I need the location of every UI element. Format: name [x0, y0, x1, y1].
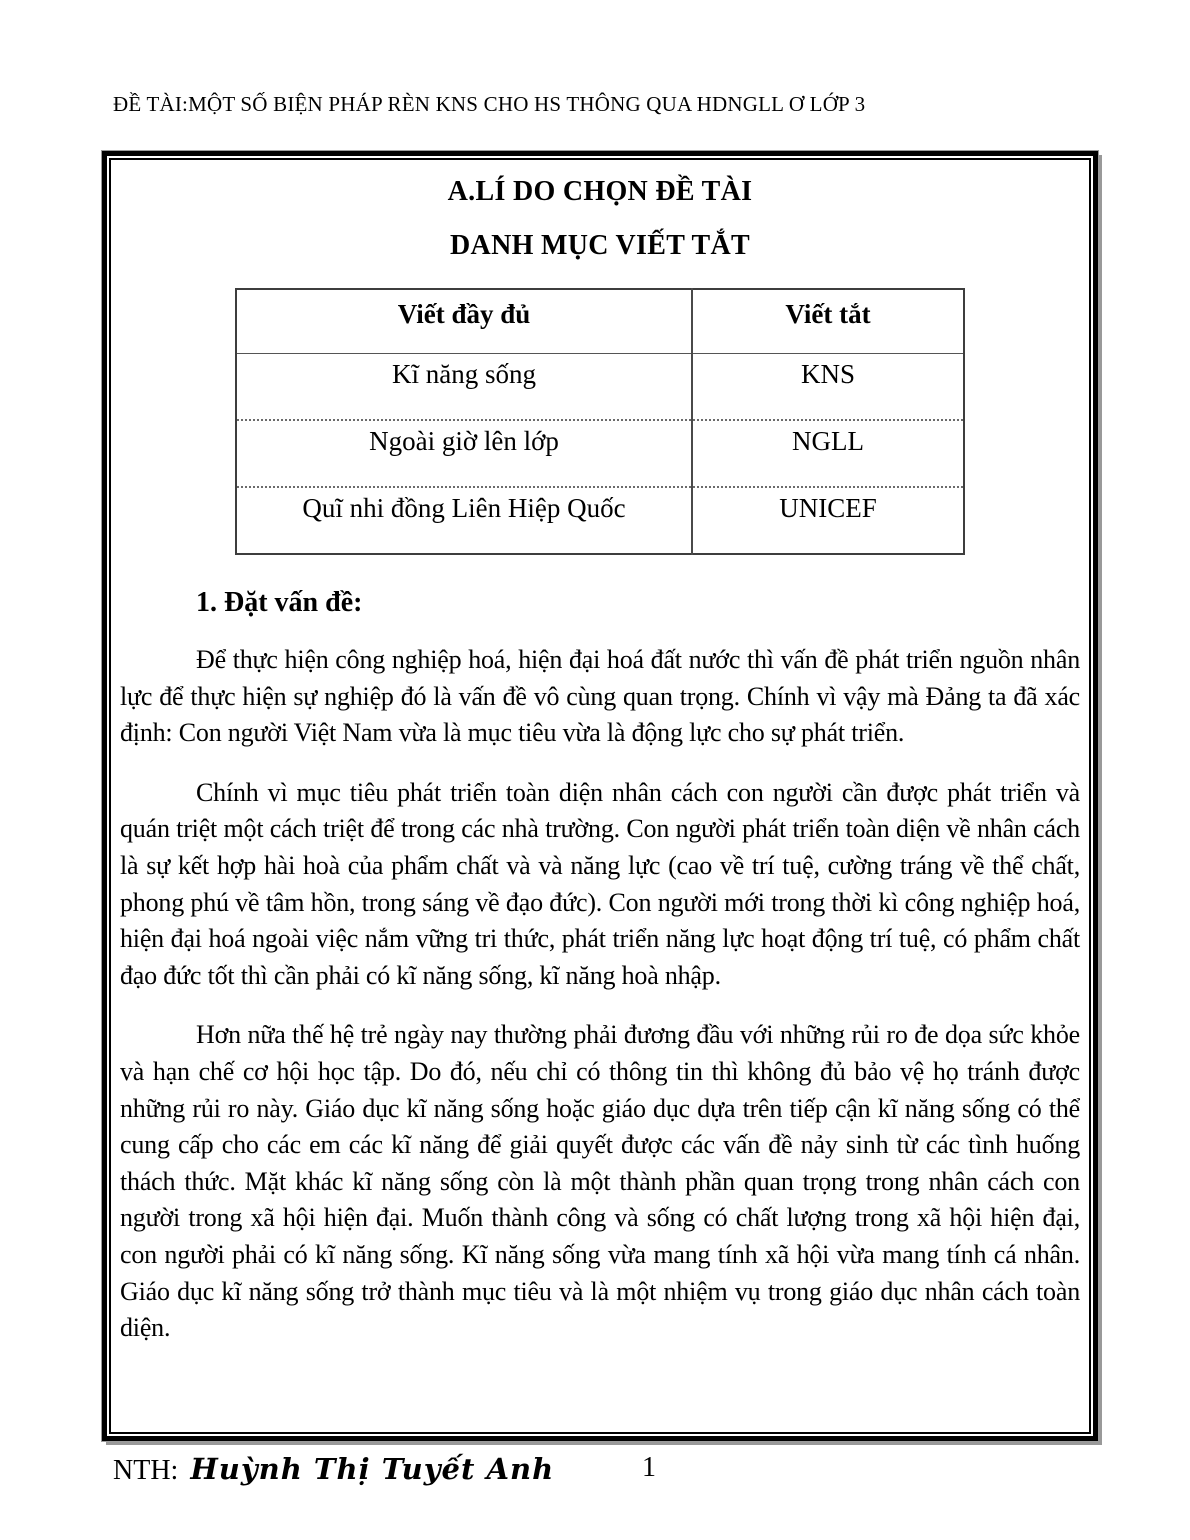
- table-header-row: [236, 289, 964, 353]
- cell-abbreviation: KNS: [800, 358, 855, 389]
- section-heading: 1. Đặt vấn đề:: [196, 587, 363, 618]
- table-row: [236, 487, 964, 554]
- cell-full-form: Kĩ năng sống: [236, 353, 692, 420]
- table-row: [236, 353, 964, 420]
- column-header-abbreviation: Viết tắt: [692, 289, 964, 353]
- body-paragraph: Hơn nữa thế hệ trẻ ngày nay thường phải đương đầu với những rủi ro đe dọa sức khỏe và hạn chế cơ hội học tập. Do đó, nếu chỉ có thông tin thì không đủ bảo vệ họ tránh được những rủi ro này. Giáo dục kĩ năng sống hoặc giáo dục dựa trên tiếp cận kĩ năng sống có thể cung cấp cho các em các kĩ năng để giải quyết được các vấn đề nảy sinh từ các tình huống thách thức. Mặt khác kĩ năng sống còn là một thành phần quan trọng trong nhân cách con người trong xã hội hiện đại. Muốn thành công và sống có chất lượng trong xã hội hiện đại, con người phải có kĩ năng sống. Kĩ năng sống vừa mang tính xã hội vừa mang tính cá nhân. Giáo dục kĩ năng sống trở thành mục tiêu và là một nhiệm vụ trong giáo dục nhân cách toàn diện.: [120, 1020, 1080, 1343]
- running-header: ĐỀ TÀI:MỘT SỐ BIỆN PHÁP RÈN KNS CHO HS THÔNG QUA HDNGLL Ơ LỚP 3: [113, 92, 866, 116]
- content-border-box-inner: [109, 158, 1091, 1434]
- content-border-box: [102, 151, 1098, 1441]
- page-footer: [113, 1452, 1090, 1487]
- footer-author-prefix: NTH:: [113, 1455, 179, 1486]
- page-title: A.LÍ DO CHỌN ĐỀ TÀI: [447, 176, 753, 207]
- body-paragraph: Chính vì mục tiêu phát triển toàn diện nhân cách con người cần được phát triển và quán triệt một cách triệt để trong các nhà trường. Con người phát triển toàn diện về nhân cách là sự kết hợp hài hoà của phẩm chất và và năng lực (cao về trí tuệ, cường tráng về thể chất, phong phú về tâm hồn, trong sáng về đạo đức). Con người mới trong thời kì công nghiệp hoá, hiện đại hoá ngoài việc nắm vững tri thức, phát triển năng lực hoạt động trí tuệ, có phẩm chất đạo đức tốt thì cần phải có kĩ năng sống, kĩ năng hoà nhập.: [120, 777, 1080, 990]
- column-header-full-form: Viết đầy đủ: [236, 289, 692, 353]
- footer-author-name: Huỳnh Thị Tuyết Anh: [190, 1452, 555, 1486]
- body-paragraph: Để thực hiện công nghiệp hoá, hiện đại hoá đất nước thì vấn đề phát triển nguồn nhân lực để thực hiện sự nghiệp đó là vấn đề vô cùng quan trọng. Chính vì vậy mà Đảng ta đã xác định: Con người Việt Nam vừa là mục tiêu vừa là động lực cho sự phát triển.: [120, 645, 1080, 748]
- abbreviation-table: [235, 288, 965, 555]
- cell-full-form: Ngoài giờ lên lớp: [236, 420, 692, 487]
- abbreviation-list-title: DANH MỤC VIẾT TẮT: [450, 230, 750, 261]
- page-number: 1: [642, 1452, 656, 1483]
- cell-abbreviation: NGLL: [692, 420, 964, 487]
- table-row: [236, 420, 964, 487]
- cell-full-form: Quĩ nhi đồng Liên Hiệp Quốc: [236, 487, 692, 554]
- cell-abbreviation: UNICEF: [692, 487, 964, 554]
